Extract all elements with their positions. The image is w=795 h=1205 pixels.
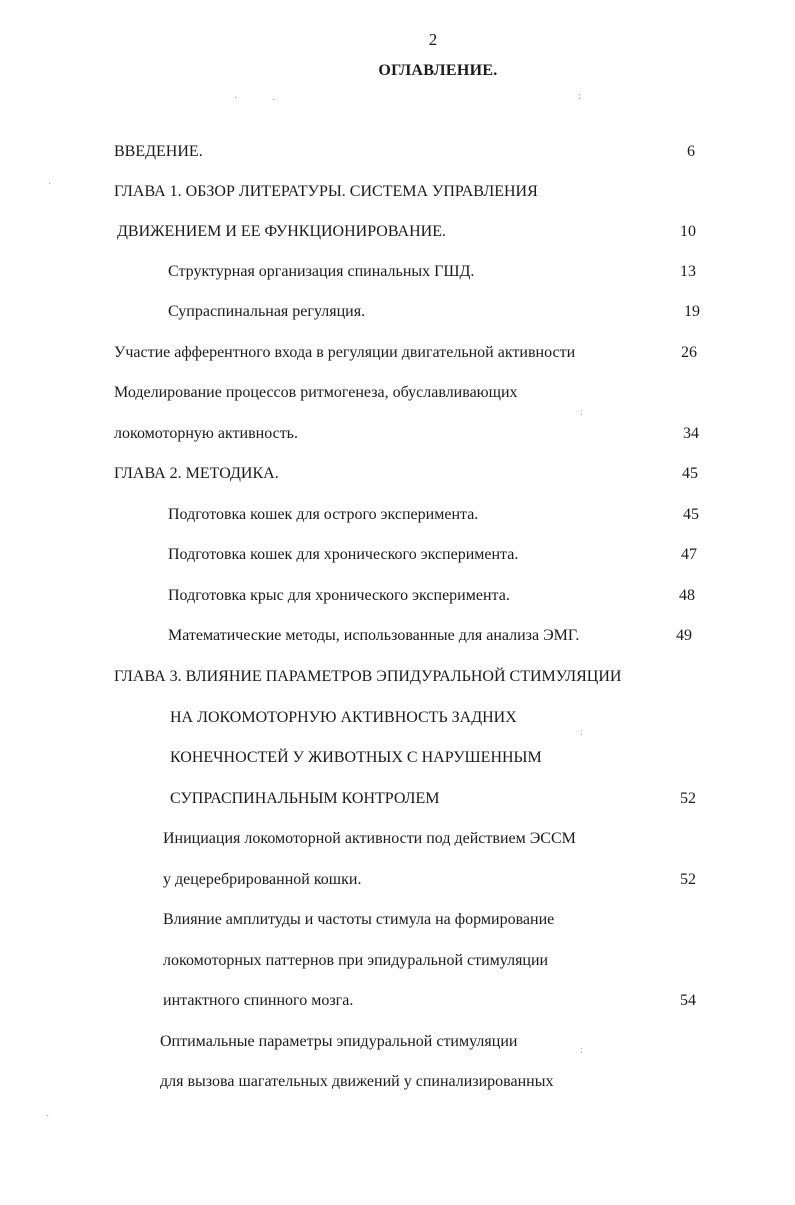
toc-entry-page: 45 [682,465,698,482]
toc-entry-page: 34 [683,425,699,442]
toc-entry-text: ГЛАВА 2. МЕТОДИКА. [114,465,279,482]
toc-entry-text: ДВИЖЕНИЕМ И ЕЕ ФУНКЦИОНИРОВАНИЕ. [117,223,446,240]
scan-speck: : [580,727,583,738]
toc-entry-page: 52 [680,871,696,888]
toc-entry-text: для вызова шагательных движений у спинализированных [160,1073,554,1090]
scan-speck: · [46,1111,50,1122]
scan-speck: : [580,1045,583,1056]
toc-entry-page: 52 [680,790,696,807]
toc-entry-text: КОНЕЧНОСТЕЙ У ЖИВОТНЫХ С НАРУШЕННЫМ [170,749,542,766]
toc-entry-page: 19 [684,303,700,320]
toc-entry-text: Математические методы, использованные для анализа ЭМГ. [168,627,580,644]
page-number: 2 [428,30,438,49]
scan-speck: : [580,407,583,418]
toc-entry-page: 10 [680,223,696,240]
toc-entry-page: 54 [680,992,696,1009]
toc-entry-text: Участие афферентного входа в регуляции двигательной активности [114,344,576,361]
toc-entry-text: Структурная организация спинальных ГШД. [168,263,475,280]
toc-entry-page: 47 [681,546,697,563]
toc-title: ОГЛАВЛЕНИЕ. [378,62,498,79]
toc-entry-text: ГЛАВА 3. ВЛИЯНИЕ ПАРАМЕТРОВ ЭПИДУРАЛЬНОЙ СТИМУЛЯЦИИ [114,668,622,685]
toc-entry-text: локомоторных паттернов при эпидуральной стимуляции [163,952,549,969]
toc-entry-text: НА ЛОКОМОТОРНУЮ АКТИВНОСТЬ ЗАДНИХ [170,709,517,726]
toc-entry-page: 13 [680,263,696,280]
toc-entry-text: Оптимальные параметры эпидуральной стимуляции [160,1033,518,1050]
toc-entry-page: 6 [687,143,695,160]
toc-entry-text: СУПРАСПИНАЛЬНЫМ КОНТРОЛЕМ [170,790,440,807]
toc-entry-text: Подготовка кошек для острого эксперимента. [168,506,479,523]
scan-speck: · [48,179,52,190]
toc-entry-text: Моделирование процессов ритмогенеза, обуславливающих [114,384,518,401]
toc-entry-text: Подготовка крыс для хронического эксперимента. [168,587,510,604]
toc-entry-page: 48 [679,587,695,604]
scan-speck: · [272,95,276,106]
toc-entry-page: 49 [676,627,692,644]
scan-speck: : [578,91,581,102]
toc-entry-page: 45 [683,506,699,523]
toc-entry-text: локомоторную активность. [114,425,298,442]
toc-entry-text: ГЛАВА 1. ОБЗОР ЛИТЕРАТУРЫ. СИСТЕМА УПРАВЛЕНИЯ [114,183,538,200]
toc-entry-text: интактного спинного мозга. [163,992,354,1009]
toc-entry-text: ВВЕДЕНИЕ. [114,143,203,160]
scan-speck: · [234,93,238,104]
toc-entry-text: Влияние амплитуды и частоты стимула на формирование [163,911,555,928]
toc-entry-text: Подготовка кошек для хронического эксперимента. [168,546,519,563]
toc-entry-page: 26 [681,344,697,361]
toc-entry-text: Супраспинальная регуляция. [168,303,366,320]
toc-entry-text: у децеребрированной кошки. [163,871,362,888]
toc-entry-text: Инициация локомоторной активности под действием ЭССМ [163,830,576,847]
